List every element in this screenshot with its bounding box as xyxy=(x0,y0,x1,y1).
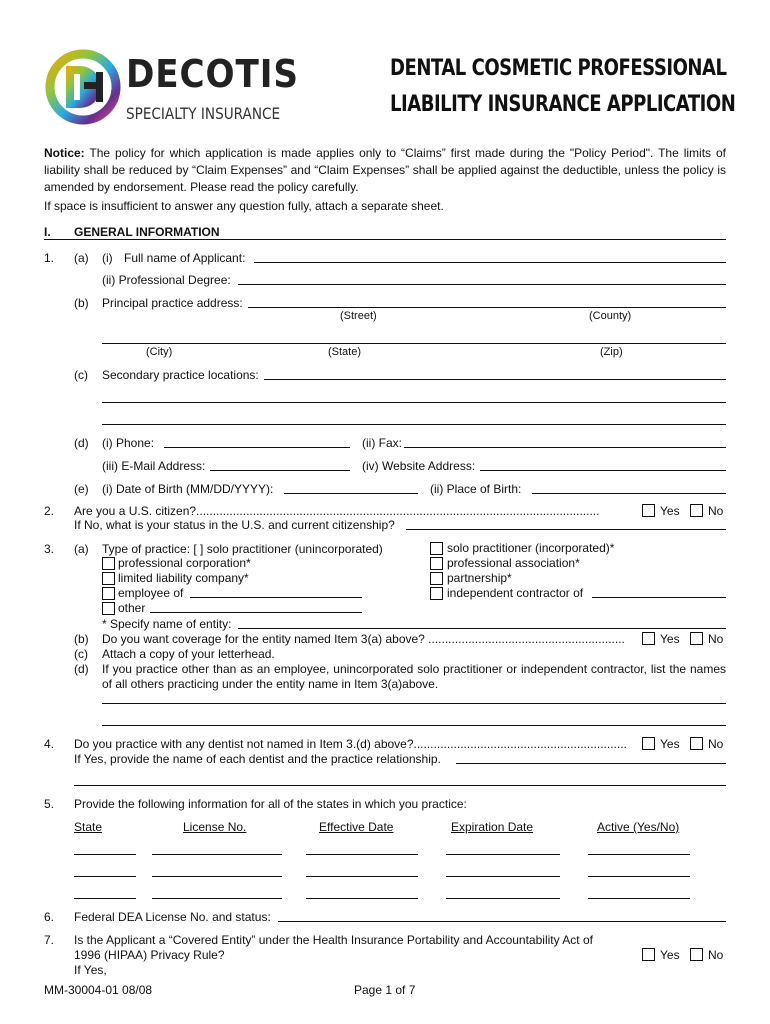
fax-field[interactable] xyxy=(404,447,726,448)
col-state: State xyxy=(74,820,103,834)
city-state-zip-field[interactable] xyxy=(102,343,726,344)
q7-number: 7. xyxy=(44,933,55,947)
q3d-field-1[interactable] xyxy=(102,703,726,704)
website-label: (iv) Website Address: xyxy=(362,459,476,473)
zip-caption: (Zip) xyxy=(600,346,623,358)
active-row-2[interactable] xyxy=(588,876,690,877)
independent-contractor-field[interactable] xyxy=(592,597,726,598)
dob-field[interactable] xyxy=(284,493,418,494)
opt-independent-contractor-checkbox[interactable] xyxy=(430,587,443,600)
opt-solo-incorporated-checkbox[interactable] xyxy=(430,542,443,555)
q7-yes-label: Yes xyxy=(660,948,680,962)
street-field[interactable] xyxy=(248,307,726,308)
state-caption: (State) xyxy=(328,346,362,358)
q3b-no-checkbox[interactable] xyxy=(690,632,703,645)
effective-row-3[interactable] xyxy=(306,898,418,899)
effective-row-2[interactable] xyxy=(306,876,418,877)
secondary-locations-label: Secondary practice locations: xyxy=(102,368,259,382)
q1-a-i: (i) xyxy=(102,251,113,265)
opt-other-checkbox[interactable] xyxy=(102,602,115,615)
q2-followup: If No, what is your status in the U.S. and current citizenship? xyxy=(74,518,395,532)
expiration-row-3[interactable] xyxy=(446,898,560,899)
q4-yes-checkbox[interactable] xyxy=(642,737,655,750)
q1-number: 1. xyxy=(44,251,55,265)
website-field[interactable] xyxy=(480,470,726,471)
company-logo xyxy=(44,48,122,126)
q6-number: 6. xyxy=(44,910,55,924)
opt-partnership: partnership* xyxy=(447,571,512,585)
q7-yes-checkbox[interactable] xyxy=(642,948,655,961)
q7-line3: If Yes, xyxy=(74,963,107,977)
q3-d: (d) xyxy=(74,662,89,676)
section-divider xyxy=(44,239,726,240)
license-row-3[interactable] xyxy=(152,898,282,899)
notice-label: Notice: xyxy=(44,146,85,160)
q2-yes-label: Yes xyxy=(660,504,680,518)
opt-partnership-checkbox[interactable] xyxy=(430,572,443,585)
col-license: License No. xyxy=(183,820,247,834)
opt-other: other xyxy=(118,601,146,615)
q7-no-checkbox[interactable] xyxy=(690,948,703,961)
q3-number: 3. xyxy=(44,542,55,556)
q5-number: 5. xyxy=(44,797,55,811)
section-title: GENERAL INFORMATION xyxy=(74,225,220,239)
space-note: If space is insufficient to answer any question fully, attach a separate sheet. xyxy=(44,199,444,213)
expiration-row-1[interactable] xyxy=(446,854,560,855)
brand-name: DECOTIS xyxy=(126,52,299,96)
phone-field[interactable] xyxy=(164,447,350,448)
email-label: (iii) E-Mail Address: xyxy=(102,459,206,473)
page-number: Page 1 of 7 xyxy=(354,983,416,997)
q2-followup-field[interactable] xyxy=(406,529,726,530)
section-number: I. xyxy=(44,225,51,239)
q7-line1: Is the Applicant a “Covered Entity” under the Health Insurance Portability and Accountability Act of xyxy=(74,933,593,947)
full-name-field[interactable] xyxy=(254,262,726,263)
practice-address-label: Principal practice address: xyxy=(102,296,243,310)
q2-no-label: No xyxy=(708,504,724,518)
q3d-field-2[interactable] xyxy=(102,725,726,726)
professional-degree-field[interactable] xyxy=(238,284,726,285)
q1-a: (a) xyxy=(74,251,89,265)
q7-line2: 1996 (HIPAA) Privacy Rule? xyxy=(74,948,225,962)
city-caption: (City) xyxy=(146,346,173,358)
active-row-1[interactable] xyxy=(588,854,690,855)
q1-e: (e) xyxy=(74,482,89,496)
q3b-yes-label: Yes xyxy=(660,632,680,646)
opt-professional-corporation: professional corporation* xyxy=(118,556,251,570)
dea-license-field[interactable] xyxy=(278,921,726,922)
q7-no-label: No xyxy=(708,948,724,962)
q2-no-checkbox[interactable] xyxy=(690,504,703,517)
q4-no-checkbox[interactable] xyxy=(690,737,703,750)
professional-degree-label: (ii) Professional Degree: xyxy=(102,273,231,287)
phone-label: (i) Phone: xyxy=(102,436,155,450)
active-row-3[interactable] xyxy=(588,898,690,899)
opt-professional-corporation-checkbox[interactable] xyxy=(102,557,115,570)
employee-of-field[interactable] xyxy=(190,597,362,598)
other-field[interactable] xyxy=(150,612,362,613)
q4-number: 4. xyxy=(44,737,55,751)
opt-independent-contractor: independent contractor of xyxy=(447,586,584,600)
q3-b: (b) xyxy=(74,632,89,646)
brand-subtitle: SPECIALTY INSURANCE xyxy=(126,104,281,123)
q3b-yes-checkbox[interactable] xyxy=(642,632,655,645)
q3-c-text: Attach a copy of your letterhead. xyxy=(102,647,275,661)
q2-number: 2. xyxy=(44,504,55,518)
col-effective: Effective Date xyxy=(319,820,394,834)
q4-no-label: No xyxy=(708,737,724,751)
state-row-1[interactable] xyxy=(74,854,136,855)
q3-a: (a) xyxy=(74,542,89,556)
q4-question: Do you practice with any dentist not named in Item 3.(d) above?................................................................ xyxy=(74,737,627,751)
secondary-locations-field-2[interactable] xyxy=(102,402,726,403)
logo-mark-icon xyxy=(44,48,122,126)
q2-question: Are you a U.S. citizen?......................................................................................................................... xyxy=(74,504,600,518)
page-title-line2: LIABILITY INSURANCE APPLICATION xyxy=(390,92,736,117)
form-id: MM-30004-01 08/08 xyxy=(44,983,153,997)
fax-label: (ii) Fax: xyxy=(362,436,402,450)
q4-followup: If Yes, provide the name of each dentist and the practice relationship. xyxy=(74,752,441,766)
q2-yes-checkbox[interactable] xyxy=(642,504,655,517)
opt-llc: limited liability company* xyxy=(118,571,249,585)
practice-type-label: Type of practice: [ ] solo practitioner (unincorporated) xyxy=(102,542,383,556)
col-expiration: Expiration Date xyxy=(451,820,534,834)
license-row-1[interactable] xyxy=(152,854,282,855)
state-row-3[interactable] xyxy=(74,898,136,899)
opt-employee: employee of xyxy=(118,586,184,600)
notice-paragraph xyxy=(44,145,726,196)
street-caption: (Street) xyxy=(340,310,377,322)
state-row-2[interactable] xyxy=(74,876,136,877)
q3-c: (c) xyxy=(74,647,88,661)
q1-c: (c) xyxy=(74,368,88,382)
place-of-birth-label: (ii) Place of Birth: xyxy=(430,482,522,496)
q1-d: (d) xyxy=(74,436,89,450)
dob-label: (i) Date of Birth (MM/DD/YYYY): xyxy=(102,482,274,496)
secondary-locations-field-3[interactable] xyxy=(102,424,726,425)
col-active: Active (Yes/No) xyxy=(597,820,680,834)
opt-llc-checkbox[interactable] xyxy=(102,572,115,585)
q4-field-2[interactable] xyxy=(74,785,726,786)
q3-b-question: Do you want coverage for the entity named Item 3(a) above? ........................................................... xyxy=(102,632,625,646)
license-row-2[interactable] xyxy=(152,876,282,877)
email-field[interactable] xyxy=(210,470,350,471)
opt-solo-incorporated: solo practitioner (incorporated)* xyxy=(447,541,615,555)
specify-entity-field[interactable] xyxy=(238,628,726,629)
place-of-birth-field[interactable] xyxy=(532,493,726,494)
full-name-label: Full name of Applicant: xyxy=(124,251,246,265)
q3-d-text: If you practice other than as an employee, unincorporated solo practitioner or independent contractor, list the names of all others practicing under the entity name in Item 3(a)above. xyxy=(102,662,726,691)
notice-text: The policy for which application is made applies only to “Claims” first made during the "Policy Period". The limits of liability shall be reduced by “Claim Expenses” and “Claim Expenses” shall be applied against the deductible, unless the policy is amended by endorsement. Please read the policy carefully. xyxy=(44,146,726,194)
q4-followup-field[interactable] xyxy=(456,763,726,764)
specify-entity-label: * Specify name of entity: xyxy=(102,617,232,631)
q4-yes-label: Yes xyxy=(660,737,680,751)
expiration-row-2[interactable] xyxy=(446,876,560,877)
effective-row-1[interactable] xyxy=(306,854,418,855)
secondary-locations-field-1[interactable] xyxy=(264,379,726,380)
q3b-no-label: No xyxy=(708,632,724,646)
county-caption: (County) xyxy=(589,310,632,322)
opt-employee-checkbox[interactable] xyxy=(102,587,115,600)
q5-text: Provide the following information for all of the states in which you practice: xyxy=(74,797,467,811)
opt-professional-association-checkbox[interactable] xyxy=(430,557,443,570)
q6-text: Federal DEA License No. and status: xyxy=(74,910,271,924)
page-title-line1: DENTAL COSMETIC PROFESSIONAL xyxy=(390,56,727,81)
q1-b: (b) xyxy=(74,296,89,310)
opt-professional-association: professional association* xyxy=(447,556,580,570)
